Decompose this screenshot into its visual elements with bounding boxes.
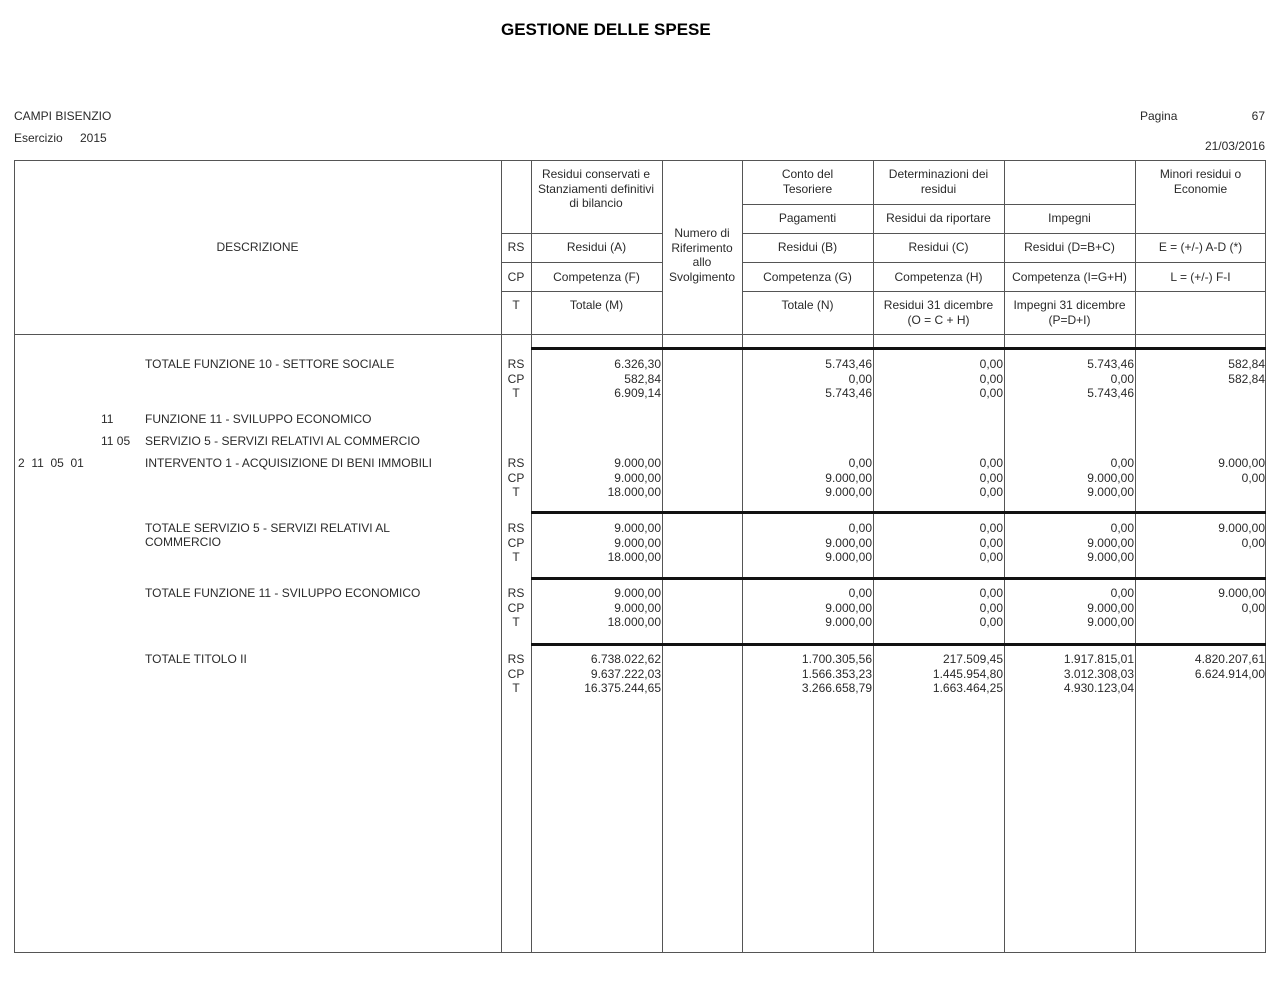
value-a: 9.637.222,03 [590,666,661,681]
value-b: 9.000,00 [825,600,872,615]
value-b: 0,00 [848,371,872,386]
row-type-label: T [512,386,520,400]
value-e: 0,00 [1241,600,1265,615]
table-rule [501,233,662,234]
table-rule [501,291,662,292]
heading-code: 11 [101,412,114,426]
value-e: 9.000,00 [1218,521,1265,535]
value-a: 6.326,30 [614,357,661,371]
value-c: 0,00 [979,386,1003,400]
value-d: 3.012.308,03 [1063,666,1134,681]
value-c: 0,00 [979,470,1003,485]
value-e: 9.000,00 [1218,586,1265,600]
heading-text: SERVIZIO 5 - SERVIZI RELATIVI AL COMMERCIO [145,434,420,448]
header-col-c-t: Residui 31 dicembre (O = C + H) [883,298,994,327]
row-type-label: T [512,550,520,564]
row-type-label: T [512,615,520,629]
value-e: 0,00 [1241,470,1265,485]
value-b: 3.266.658,79 [801,681,872,695]
report-date: 21/03/2016 [1204,139,1265,153]
row-type-label: RS [507,357,525,371]
header-reference: Numero di Riferimento allo Svolgimento [668,226,736,284]
entity-name: CAMPI BISENZIO [14,109,112,123]
value-a: 9.000,00 [614,600,661,615]
header-col-a-rs: Residui (A) [566,240,627,254]
value-a: 6.909,14 [614,386,661,400]
value-a: 9.000,00 [614,521,661,535]
value-b: 9.000,00 [825,550,872,564]
heading-text: FUNZIONE 11 - SVILUPPO ECONOMICO [145,412,372,426]
section-separator [531,643,1266,646]
value-e: 4.820.207,61 [1194,652,1265,666]
row-description: TOTALE TITOLO II [145,652,247,666]
value-c: 0,00 [979,535,1003,550]
value-a: 9.000,00 [614,456,661,470]
row-type-label: CP [507,600,525,615]
row-description: TOTALE SERVIZIO 5 - SERVIZI RELATIVI AL COMMERCIO [145,521,390,549]
value-a: 9.000,00 [614,470,661,485]
value-c: 1.663.464,25 [932,681,1003,695]
value-d: 9.000,00 [1087,535,1134,550]
row-type-label: RS [507,456,525,470]
header-col-e-cp: L = (+/-) F-I [1170,270,1231,284]
value-d: 9.000,00 [1087,600,1134,615]
row-type-label: RS [507,586,525,600]
header-col-a-cp: Competenza (F) [553,270,640,284]
table-rule [14,160,1266,161]
value-c: 0,00 [979,600,1003,615]
section-separator [531,347,1266,350]
value-b: 1.566.353,23 [801,666,872,681]
value-d: 4.930.123,04 [1063,681,1134,695]
value-b: 9.000,00 [825,615,872,629]
header-col-c-top: Determinazioni dei residui [888,167,989,196]
header-col-b-t: Totale (N) [781,298,834,312]
header-t: T [512,298,520,312]
row-description: TOTALE FUNZIONE 10 - SETTORE SOCIALE [145,357,395,371]
row-type-label: T [512,681,520,695]
value-b: 0,00 [848,586,872,600]
value-d: 9.000,00 [1087,470,1134,485]
header-col-b-sub: Pagamenti [778,211,837,225]
table-rule [742,204,1135,205]
value-b: 5.743,46 [825,386,872,400]
table-rule [14,952,1266,953]
section-separator [531,577,1266,580]
table-rule [742,262,1266,263]
header-col-d-t: Impegni 31 dicembre (P=D+I) [1013,298,1126,327]
header-col-e-rs: E = (+/-) A-D (*) [1158,240,1243,254]
table-rule [742,233,1266,234]
table-rule [742,291,1266,292]
value-b: 0,00 [848,456,872,470]
table-rule [14,334,1266,335]
header-col-d-sub: Impegni [1048,211,1091,225]
value-d: 0,00 [1110,586,1134,600]
value-d: 0,00 [1110,521,1134,535]
exercise-label: Esercizio [14,131,63,145]
exercise-year: 2015 [80,131,107,145]
section-separator [531,511,1266,514]
row-description: TOTALE FUNZIONE 11 - SVILUPPO ECONOMICO [145,586,421,600]
value-e: 6.624.914,00 [1194,666,1265,681]
page-title: GESTIONE DELLE SPESE [501,20,711,39]
value-c: 0,00 [979,485,1003,499]
table-rule [14,160,15,952]
header-col-a-top: Residui conservati e Stanziamenti definitivi di bilancio [537,167,655,210]
header-col-c-cp: Competenza (H) [894,270,983,284]
value-c: 0,00 [979,521,1003,535]
row-type-label: CP [507,535,525,550]
value-a: 9.000,00 [614,586,661,600]
value-d: 0,00 [1110,456,1134,470]
value-c: 0,00 [979,615,1003,629]
value-a: 582,84 [624,371,661,386]
row-type-label: RS [507,652,525,666]
value-b: 5.743,46 [825,357,872,371]
page-label: Pagina [1140,109,1178,123]
row-type-label: T [512,485,520,499]
header-col-c-rs: Residui (C) [908,240,969,254]
header-col-d-rs: Residui (D=B+C) [1024,240,1115,254]
value-e: 582,84 [1228,371,1265,386]
value-e: 582,84 [1228,357,1265,371]
table-rule [501,262,662,263]
header-descrizione: DESCRIZIONE [216,240,299,254]
value-a: 16.375.244,65 [584,681,661,695]
value-c: 0,00 [979,586,1003,600]
header-rs: RS [507,240,525,254]
value-d: 0,00 [1110,371,1134,386]
value-c: 0,00 [979,357,1003,371]
page-number: 67 [1251,109,1265,123]
value-c: 0,00 [979,371,1003,386]
row-type-label: CP [507,666,525,681]
header-col-e-top: Minori residui o Economie [1159,167,1242,196]
value-d: 1.917.815,01 [1063,652,1134,666]
header-cp: CP [507,270,525,284]
row-description: INTERVENTO 1 - ACQUISIZIONE DI BENI IMMOBILI [145,456,432,470]
row-type-label: CP [507,470,525,485]
heading-code: 11 05 [101,434,131,448]
value-a: 6.738.022,62 [590,652,661,666]
value-d: 5.743,46 [1087,386,1134,400]
value-c: 217.509,45 [942,652,1003,666]
value-c: 0,00 [979,456,1003,470]
value-a: 18.000,00 [607,485,661,499]
value-a: 9.000,00 [614,535,661,550]
header-col-a-t: Totale (M) [569,298,624,312]
value-e: 0,00 [1241,535,1265,550]
value-c: 0,00 [979,550,1003,564]
row-type-label: RS [507,521,525,535]
value-a: 18.000,00 [607,550,661,564]
value-d: 9.000,00 [1087,615,1134,629]
row-type-label: CP [507,371,525,386]
value-c: 1.445.954,80 [932,666,1003,681]
value-d: 9.000,00 [1087,550,1134,564]
value-b: 0,00 [848,521,872,535]
value-e: 9.000,00 [1218,456,1265,470]
value-a: 18.000,00 [607,615,661,629]
value-b: 9.000,00 [825,485,872,499]
value-b: 1.700.305,56 [801,652,872,666]
header-col-b-top: Conto del Tesoriere [781,167,834,196]
value-b: 9.000,00 [825,470,872,485]
value-d: 5.743,46 [1087,357,1134,371]
header-col-d-cp: Competenza (I=G+H) [1012,270,1127,284]
header-col-b-cp: Competenza (G) [763,270,852,284]
header-col-b-rs: Residui (B) [777,240,838,254]
value-d: 9.000,00 [1087,485,1134,499]
header-col-c-sub: Residui da riportare [886,211,991,225]
row-code: 2 11 05 01 [18,456,84,470]
value-b: 9.000,00 [825,535,872,550]
